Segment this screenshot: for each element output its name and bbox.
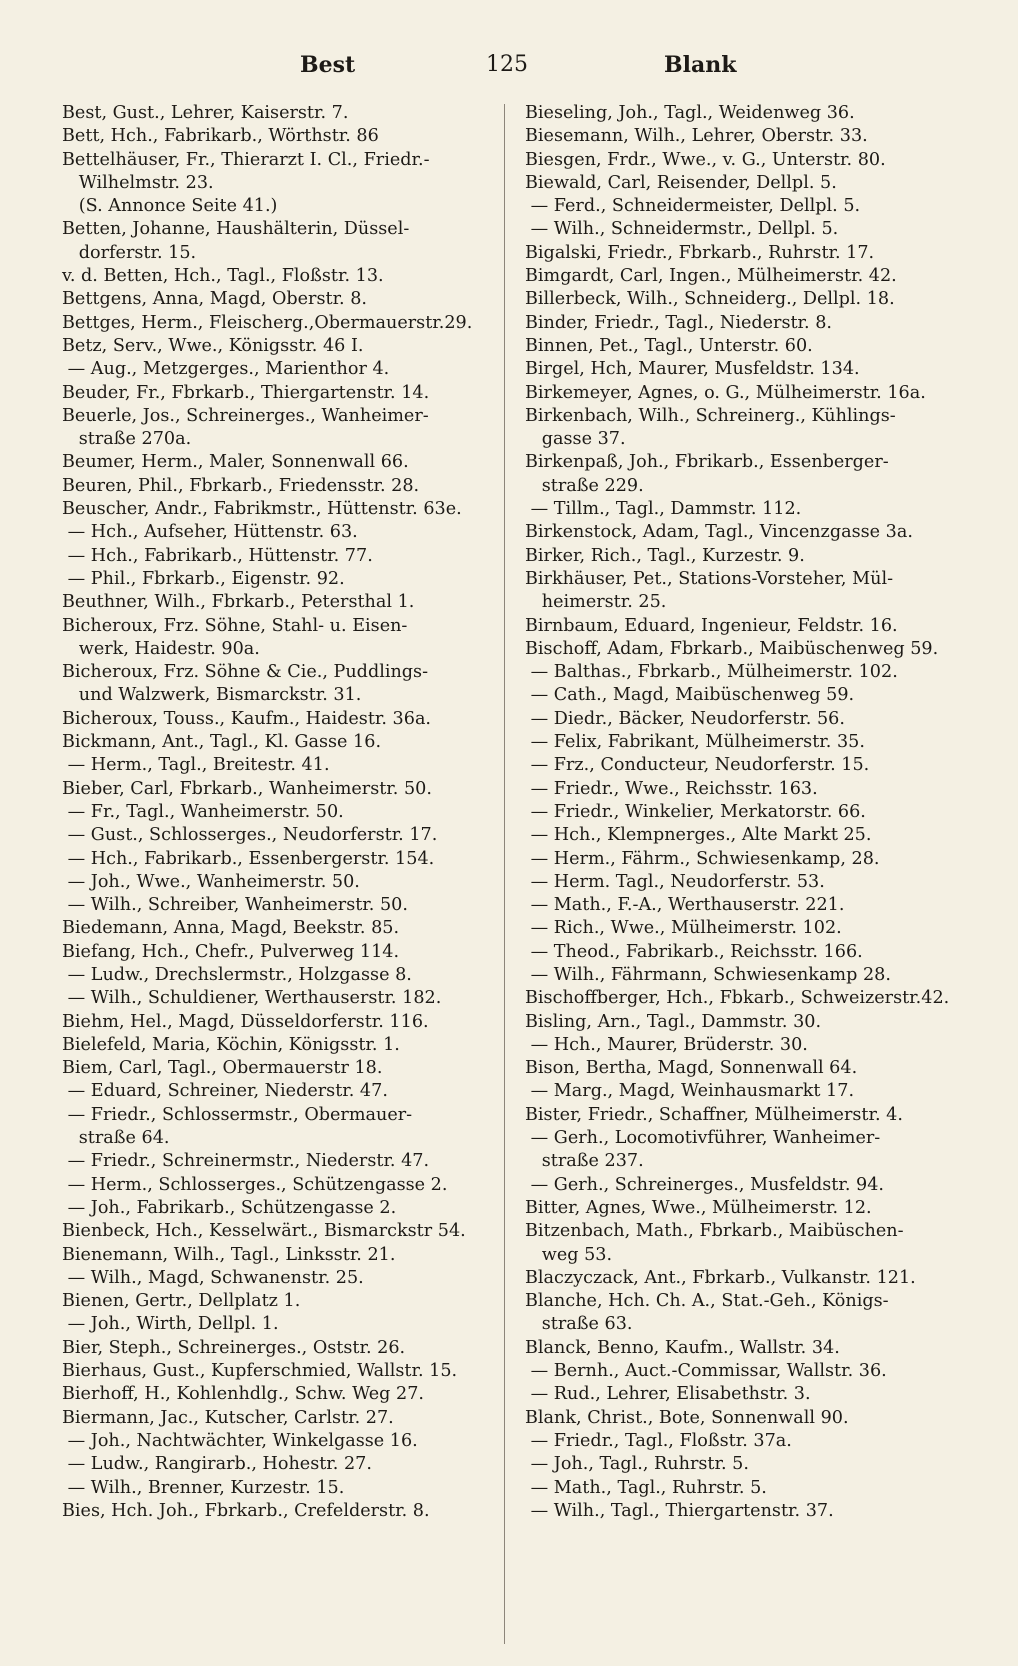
column-divider	[504, 104, 505, 1644]
directory-entry-line: — Aug., Metzgerges., Marienthor 4.	[62, 359, 390, 380]
directory-entry-line: — Joh., Wirth, Dellpl. 1.	[62, 1314, 279, 1335]
directory-entry-line: — Ludw., Drechslermstr., Holzgasse 8.	[62, 964, 412, 985]
directory-entry-line: straße 237.	[525, 1151, 644, 1172]
directory-entry-line: Beuder, Fr., Fbrkarb., Thiergartenstr. 14.	[62, 382, 430, 403]
directory-entry-line: Bimgardt, Carl, Ingen., Mülheimerstr. 42.	[525, 266, 897, 287]
directory-entry-line: — Rich., Wwe., Mülheimerstr. 102.	[525, 918, 842, 939]
directory-entry-line: Beuscher, Andr., Fabrikmstr., Hüttenstr. 63e.	[62, 499, 462, 520]
directory-entry-line: Bischoff, Adam, Fbrkarb., Maibüschenweg 59.	[525, 638, 939, 659]
directory-entry-line: — Joh., Nachtwächter, Winkelgasse 16.	[62, 1430, 418, 1451]
directory-entry-line: — Hch., Fabrikarb., Essenbergerstr. 154.	[62, 848, 435, 869]
directory-entry-line: Birgel, Hch, Maurer, Musfeldstr. 134.	[525, 359, 860, 380]
right-column	[525, 102, 975, 1523]
directory-entry-line: — Wilh., Schuldiener, Werthauserstr. 182.	[62, 988, 442, 1009]
directory-entry-line: — Wilh., Fährmann, Schwiesenkamp 28.	[525, 964, 891, 985]
directory-entry-line: Bisling, Arn., Tagl., Dammstr. 30.	[525, 1011, 822, 1032]
directory-entry-line: Bischoffberger, Hch., Fbkarb., Schweizerstr.42.	[525, 988, 950, 1009]
directory-entry-line: — Cath., Magd, Maibüschenweg 59.	[525, 685, 855, 706]
directory-entry-line: Blaczyczack, Ant., Fbrkarb., Vulkanstr. 121.	[525, 1267, 916, 1288]
directory-entry-line: Biem, Carl, Tagl., Obermauerstr 18.	[62, 1058, 383, 1079]
directory-entry-line: Bettelhäuser, Fr., Thierarzt I. Cl., Friedr.-	[62, 149, 430, 170]
directory-entry-line: Birnbaum, Eduard, Ingenieur, Feldstr. 16.	[525, 615, 898, 636]
directory-entry-line: — Wilh., Schreiber, Wanheimerstr. 50.	[62, 895, 408, 916]
directory-entry-line: Blanck, Benno, Kaufm., Wallstr. 34.	[525, 1337, 840, 1358]
directory-entry-line: Best, Gust., Lehrer, Kaiserstr. 7.	[62, 103, 349, 123]
directory-entry-line: Bielefeld, Maria, Köchin, Königsstr. 1.	[62, 1034, 400, 1055]
directory-entry-line: Biefang, Hch., Chefr., Pulverweg 114.	[62, 941, 400, 962]
directory-entry-line: werk, Haidestr. 90a.	[62, 638, 260, 659]
directory-entry-line: — Herm., Fährm., Schwiesenkamp, 28.	[525, 848, 880, 869]
directory-entry-line: — Math., Tagl., Ruhrstr. 5.	[525, 1477, 767, 1498]
directory-entry-line: Bicheroux, Touss., Kaufm., Haidestr. 36a.	[62, 708, 432, 729]
directory-entry-line: Bison, Bertha, Magd, Sonnenwall 64.	[525, 1058, 858, 1079]
directory-entry-line: straße 64.	[62, 1128, 170, 1149]
directory-entry-line: — Balthas., Fbrkarb., Mülheimerstr. 102.	[525, 662, 898, 683]
directory-entry-line: Bigalski, Friedr., Fbrkarb., Ruhrstr. 17.	[525, 242, 875, 263]
directory-entry-line: — Friedr., Schlossermstr., Obermauer-	[62, 1104, 413, 1125]
directory-entry-line: Bieber, Carl, Fbrkarb., Wanheimerstr. 50.	[62, 778, 432, 799]
directory-entry-line: straße 270a.	[62, 429, 192, 450]
directory-entry-line: — Frz., Conducteur, Neudorferstr. 15.	[525, 755, 870, 776]
directory-entry-line: straße 229.	[525, 475, 644, 496]
page-header	[0, 52, 1018, 86]
directory-entry-line: Birkenpaß, Joh., Fbrikarb., Essenberger-	[525, 452, 889, 473]
directory-entry-line: — Eduard, Schreiner, Niederstr. 47.	[62, 1081, 388, 1102]
directory-entry-line: Bierhoff, H., Kohlenhdlg., Schw. Weg 27.	[62, 1384, 424, 1405]
directory-entry-line: — Tillm., Tagl., Dammstr. 112.	[525, 499, 802, 520]
directory-entry-line: — Gerh., Schreinerges., Musfeldstr. 94.	[525, 1174, 885, 1195]
left-column	[62, 102, 508, 1523]
header-right-keyword: Blank	[664, 52, 737, 78]
directory-entry-line: Bett, Hch., Fabrikarb., Wörthstr. 86	[62, 126, 379, 147]
directory-entry-line: Bettges, Herm., Fleischerg.,Obermauerstr.29.	[62, 312, 473, 333]
directory-entry-line: Bies, Hch. Joh., Fbrkarb., Crefelderstr. 8.	[62, 1500, 430, 1521]
directory-entry-line: — Joh., Fabrikarb., Schützengasse 2.	[62, 1197, 397, 1218]
directory-entry-line: Bitter, Agnes, Wwe., Mülheimerstr. 12.	[525, 1197, 872, 1218]
directory-entry-line: — Fr., Tagl., Wanheimerstr. 50.	[62, 801, 344, 822]
page-number: 125	[486, 52, 528, 77]
directory-entry-line: weg 53.	[525, 1244, 613, 1265]
directory-entry-line: — Friedr., Schreinermstr., Niederstr. 47.	[62, 1151, 430, 1172]
directory-entry-line: Bierhaus, Gust., Kupferschmied, Wallstr. 15.	[62, 1361, 458, 1382]
directory-entry-line: Binder, Friedr., Tagl., Niederstr. 8.	[525, 312, 832, 333]
directory-entry-line: Betz, Serv., Wwe., Königsstr. 46 I.	[62, 335, 364, 356]
directory-entry-line: Biedemann, Anna, Magd, Beekstr. 85.	[62, 918, 400, 939]
directory-entry-line: — Wilh., Brenner, Kurzestr. 15.	[62, 1477, 345, 1498]
directory-entry-line: — Marg., Magd, Weinhausmarkt 17.	[525, 1081, 855, 1102]
directory-entry-line: — Joh., Wwe., Wanheimerstr. 50.	[62, 871, 360, 892]
directory-entry-line: — Phil., Fbrkarb., Eigenstr. 92.	[62, 568, 345, 589]
directory-entry-line: Bickmann, Ant., Tagl., Kl. Gasse 16.	[62, 732, 382, 753]
directory-entry-line: — Hch., Klempnerges., Alte Markt 25.	[525, 825, 872, 846]
directory-entry-line: (S. Annonce Seite 41.)	[62, 196, 278, 217]
directory-entry-line: Biewald, Carl, Reisender, Dellpl. 5.	[525, 172, 837, 193]
directory-entry-line: Birker, Rich., Tagl., Kurzestr. 9.	[525, 545, 805, 566]
directory-entry-line: Biesgen, Frdr., Wwe., v. G., Unterstr. 80.	[525, 149, 886, 170]
directory-entry-line: Binnen, Pet., Tagl., Unterstr. 60.	[525, 335, 813, 356]
directory-entry-line: heimerstr. 25.	[525, 592, 667, 613]
directory-entry-line: — Diedr., Bäcker, Neudorferstr. 56.	[525, 708, 845, 729]
directory-entry-line: Birkemeyer, Agnes, o. G., Mülheimerstr. 16a.	[525, 382, 926, 403]
directory-entry-line: — Bernh., Auct.-Commissar, Wallstr. 36.	[525, 1361, 887, 1382]
directory-entry-line: — Gerh., Locomotivführer, Wanheimer-	[525, 1128, 881, 1149]
directory-entry-line: Bieseling, Joh., Tagl., Weidenweg 36.	[525, 103, 855, 123]
directory-entry-line: — Wilh., Tagl., Thiergartenstr. 37.	[525, 1500, 834, 1521]
directory-entry-line: — Ludw., Rangirarb., Hohestr. 27.	[62, 1454, 372, 1475]
directory-entry-line: Birkenbach, Wilh., Schreinerg., Kühlings-	[525, 405, 896, 426]
directory-entry-line: — Friedr., Wwe., Reichsstr. 163.	[525, 778, 818, 799]
directory-entry-line: Birkhäuser, Pet., Stations-Vorsteher, Mül-	[525, 568, 894, 589]
header-left-keyword: Best	[300, 52, 356, 78]
directory-entry-line: v. d. Betten, Hch., Tagl., Floßstr. 13.	[62, 266, 384, 287]
directory-entry-line: Bienen, Gertr., Dellplatz 1.	[62, 1291, 301, 1312]
directory-entry-line: Bicheroux, Frz. Söhne & Cie., Puddlings-	[62, 662, 429, 683]
directory-entry-line: Bister, Friedr., Schaffner, Mülheimerstr. 4.	[525, 1104, 903, 1125]
directory-entry-line: — Rud., Lehrer, Elisabethstr. 3.	[525, 1384, 811, 1405]
directory-entry-line: — Hch., Maurer, Brüderstr. 30.	[525, 1034, 808, 1055]
directory-entry-line: — Herm., Tagl., Breitestr. 41.	[62, 755, 330, 776]
directory-entry-line: Wilhelmstr. 23.	[62, 172, 214, 193]
directory-entry-line: — Felix, Fabrikant, Mülheimerstr. 35.	[525, 732, 865, 753]
directory-entry-line: Bienbeck, Hch., Kesselwärt., Bismarckstr 54.	[62, 1221, 466, 1242]
directory-entry-line: Biermann, Jac., Kutscher, Carlstr. 27.	[62, 1407, 394, 1428]
directory-entry-line: Billerbeck, Wilh., Schneiderg., Dellpl. 18.	[525, 289, 895, 310]
directory-entry-line: — Hch., Fabrikarb., Hüttenstr. 77.	[62, 545, 373, 566]
directory-entry-line: Blanche, Hch. Ch. A., Stat.-Geh., Königs-	[525, 1291, 889, 1312]
directory-entry-line: Blank, Christ., Bote, Sonnenwall 90.	[525, 1407, 849, 1428]
directory-entry-line: Bettgens, Anna, Magd, Oberstr. 8.	[62, 289, 368, 310]
directory-entry-line: dorferstr. 15.	[62, 242, 197, 263]
directory-entry-line: Bicheroux, Frz. Söhne, Stahl- u. Eisen-	[62, 615, 408, 636]
directory-entry-line: — Wilh., Magd, Schwanenstr. 25.	[62, 1267, 364, 1288]
directory-entry-line: Betten, Johanne, Haushälterin, Düssel-	[62, 219, 410, 240]
directory-entry-line: — Gust., Schlosserges., Neudorferstr. 17.	[62, 825, 438, 846]
directory-entry-line: — Friedr., Winkelier, Merkatorstr. 66.	[525, 801, 866, 822]
directory-entry-line: — Ferd., Schneidermeister, Dellpl. 5.	[525, 196, 861, 217]
directory-entry-line: gasse 37.	[525, 429, 626, 450]
directory-entry-line: Bienemann, Wilh., Tagl., Linksstr. 21.	[62, 1244, 396, 1265]
directory-entry-line: Biehm, Hel., Magd, Düsseldorferstr. 116.	[62, 1011, 429, 1032]
directory-entry-line: straße 63.	[525, 1314, 633, 1335]
directory-entry-line: und Walzwerk, Bismarckstr. 31.	[62, 685, 362, 706]
directory-entry-line: — Wilh., Schneidermstr., Dellpl. 5.	[525, 219, 839, 240]
directory-entry-line: — Math., F.-A., Werthauserstr. 221.	[525, 895, 845, 916]
directory-entry-line: Bitzenbach, Math., Fbrkarb., Maibüschen-	[525, 1221, 904, 1242]
directory-entry-line: Biesemann, Wilh., Lehrer, Oberstr. 33.	[525, 126, 868, 147]
directory-entry-line: Bier, Steph., Schreinerges., Oststr. 26.	[62, 1337, 406, 1358]
directory-entry-line: Beuthner, Wilh., Fbrkarb., Petersthal 1.	[62, 592, 415, 613]
directory-entry-line: Beuren, Phil., Fbrkarb., Friedensstr. 28.	[62, 475, 420, 496]
directory-entry-line: Birkenstock, Adam, Tagl., Vincenzgasse 3a.	[525, 522, 913, 543]
directory-entry-line: — Herm., Schlosserges., Schützengasse 2.	[62, 1174, 448, 1195]
directory-entry-line: — Hch., Aufseher, Hüttenstr. 63.	[62, 522, 358, 543]
directory-entry-line: — Joh., Tagl., Ruhrstr. 5.	[525, 1454, 749, 1475]
directory-entry-line: — Herm. Tagl., Neudorferstr. 53.	[525, 871, 825, 892]
directory-entry-line: Beumer, Herm., Maler, Sonnenwall 66.	[62, 452, 409, 473]
directory-entry-line: Beuerle, Jos., Schreinerges., Wanheimer-	[62, 405, 429, 426]
directory-entry-line: — Theod., Fabrikarb., Reichsstr. 166.	[525, 941, 863, 962]
directory-entry-line: — Friedr., Tagl., Floßstr. 37a.	[525, 1430, 792, 1451]
